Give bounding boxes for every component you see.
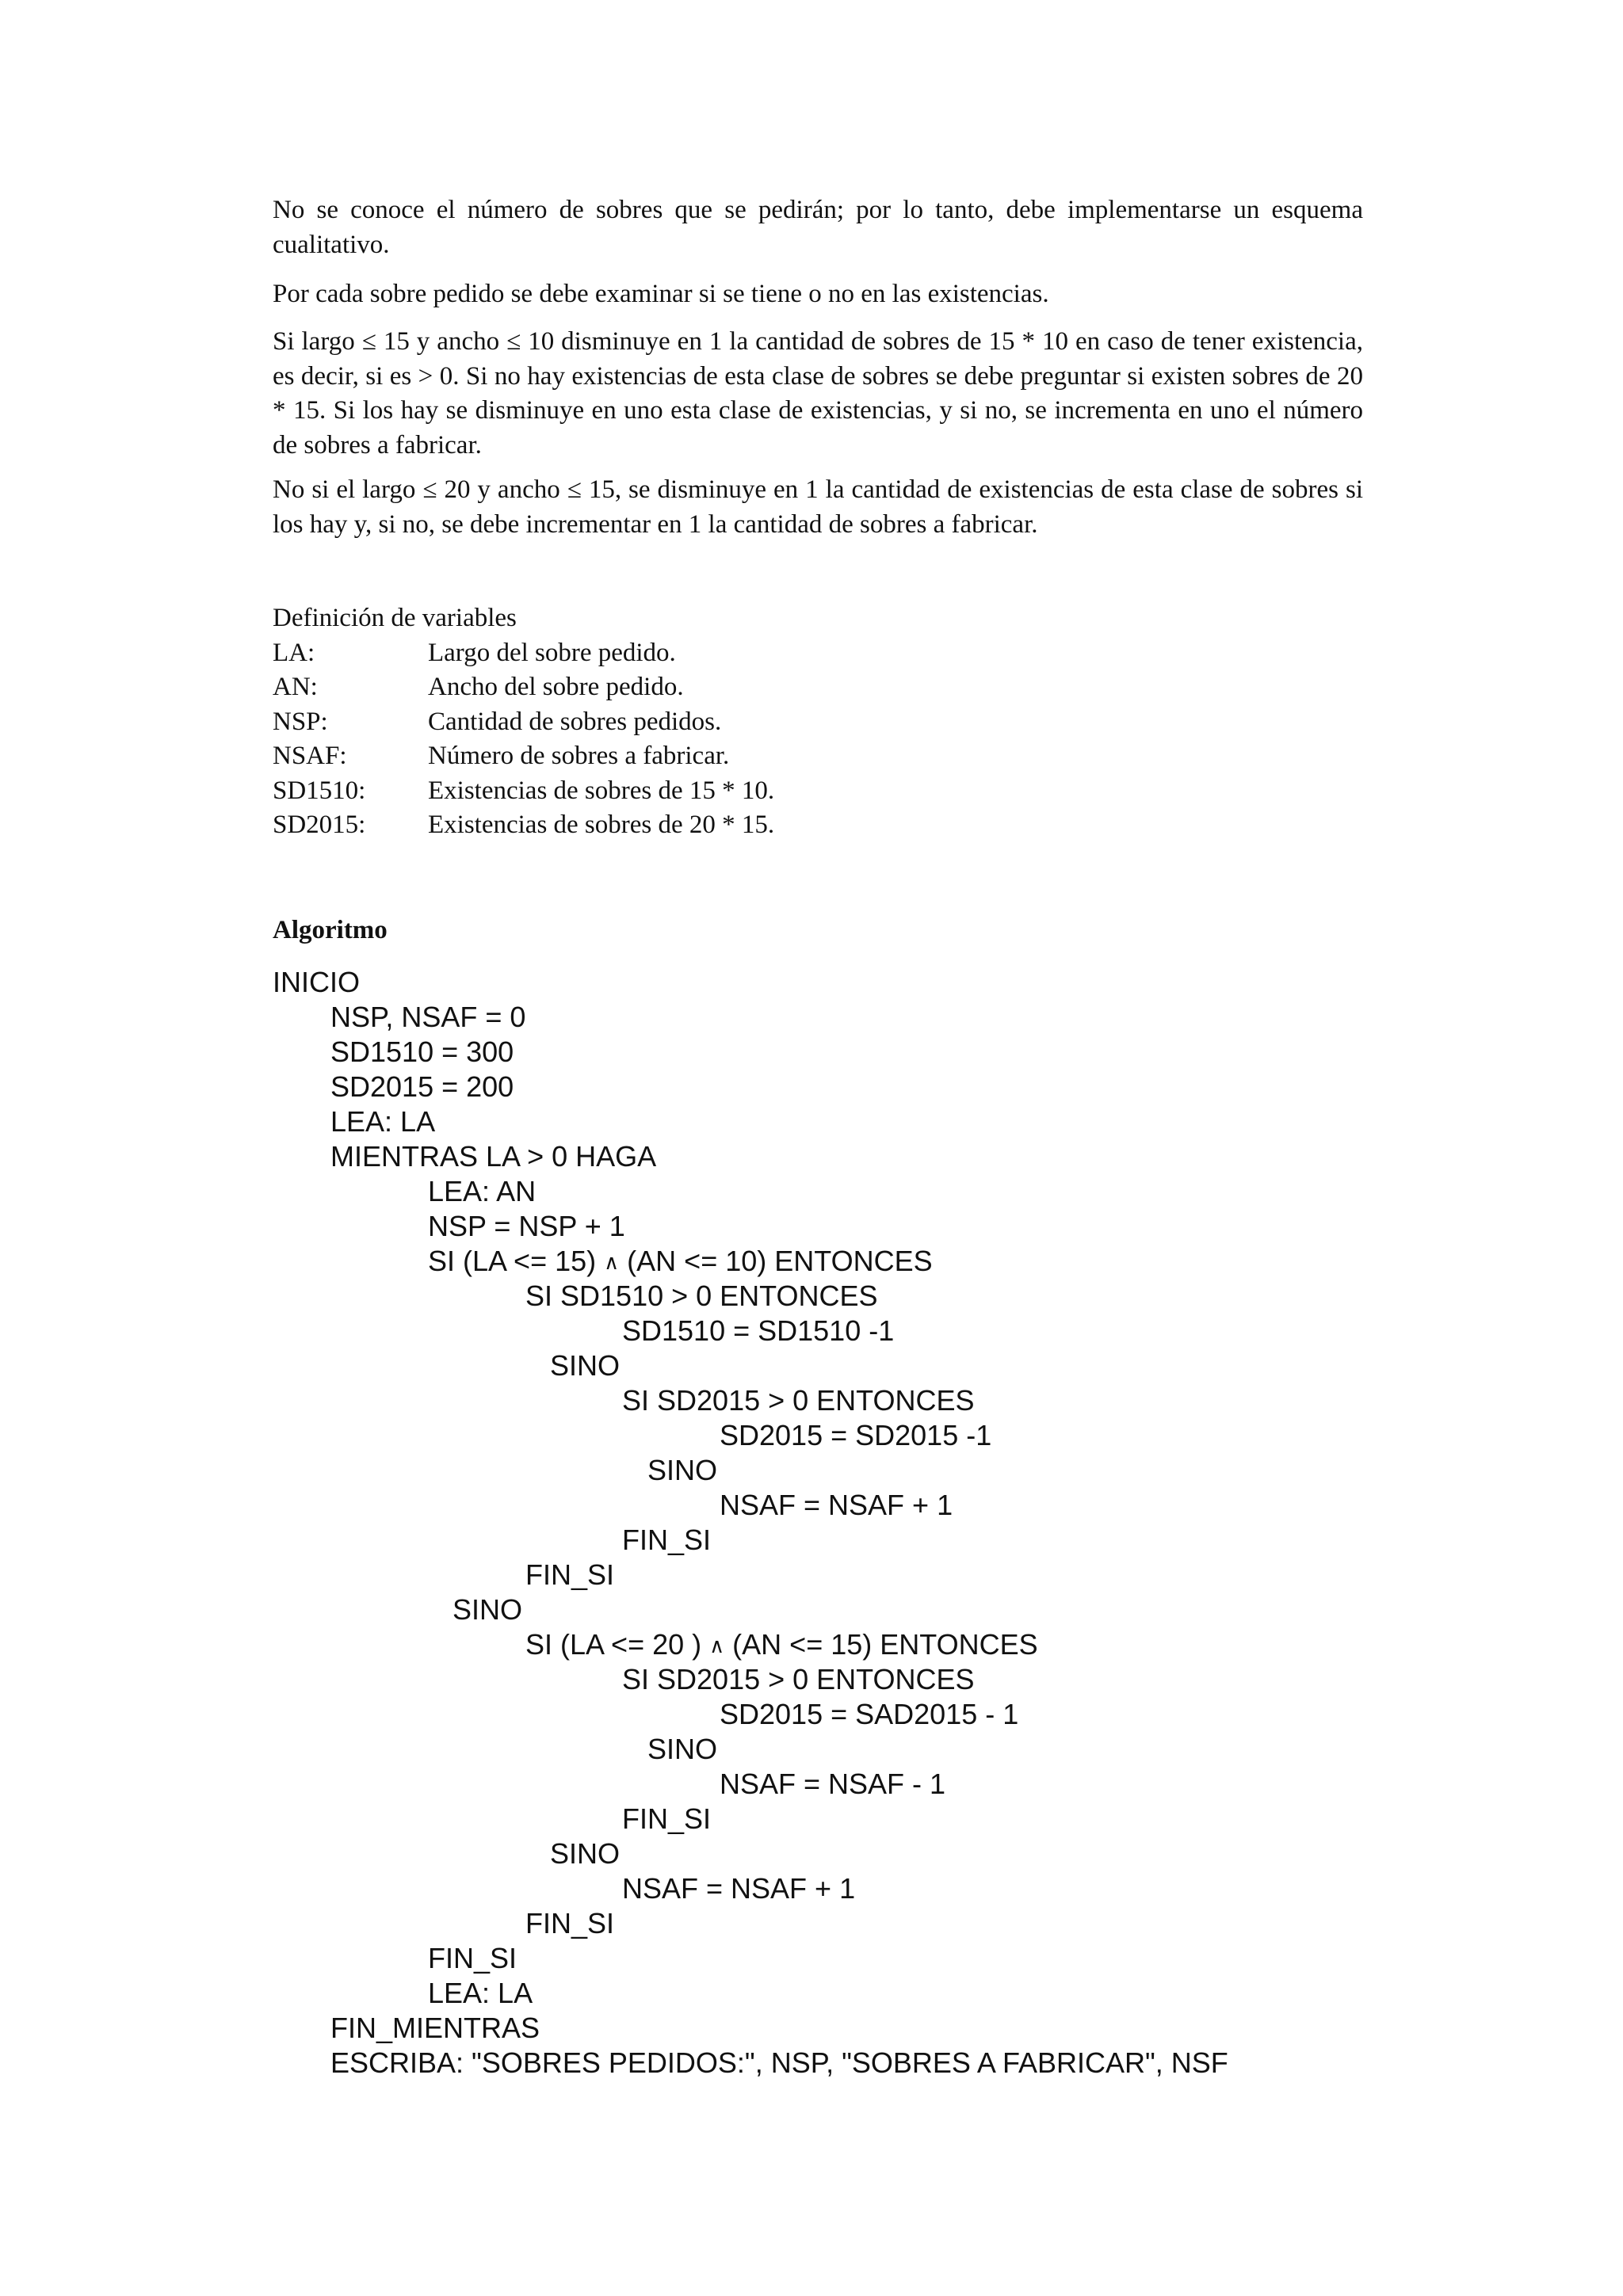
code-line bbox=[330, 1070, 514, 1104]
code-text: FIN_MIENTRAS bbox=[330, 2012, 540, 2044]
code-text: NSAF = NSAF - 1 bbox=[720, 1768, 946, 1800]
code-text: FIN_SI bbox=[622, 1524, 712, 1556]
variable-description: Existencias de sobres de 15 * 10. bbox=[428, 776, 775, 805]
code-line bbox=[622, 1314, 894, 1348]
code-line bbox=[428, 1244, 933, 1280]
code-text: LEA: AN bbox=[428, 1175, 537, 1207]
variable-name: SD1510: bbox=[273, 776, 366, 805]
code-text: SI (LA <= 15) bbox=[428, 1245, 605, 1277]
code-text: LEA: LA bbox=[330, 1105, 436, 1138]
intro-paragraph-4: No si el largo ≤ 20 y ancho ≤ 15, se disminuye en 1 la cantidad de existencias de esta clase de sobres si los hay y, si no, se debe incrementar en 1 la cantidad de sobres a fabricar. bbox=[273, 475, 1363, 539]
code-text: SI SD2015 > 0 ENTONCES bbox=[622, 1384, 975, 1417]
code-line bbox=[647, 1453, 717, 1488]
code-line bbox=[622, 1383, 975, 1418]
code-line bbox=[720, 1767, 945, 1802]
code-text: SD2015 = SAD2015 - 1 bbox=[720, 1698, 1019, 1730]
code-line bbox=[622, 1802, 711, 1836]
code-text: NSP = NSP + 1 bbox=[428, 1210, 625, 1242]
code-line bbox=[330, 1000, 525, 1035]
code-line bbox=[428, 1209, 625, 1244]
variable-description: Existencias de sobres de 20 * 15. bbox=[428, 810, 775, 839]
variable-row bbox=[273, 636, 1363, 670]
variable-row bbox=[273, 705, 1363, 739]
code-line bbox=[330, 2046, 1228, 2081]
variable-description: Ancho del sobre pedido. bbox=[428, 673, 684, 701]
variable-name: AN: bbox=[273, 673, 318, 701]
code-text: FIN_SI bbox=[525, 1907, 615, 1939]
code-text: SD2015 = SD2015 -1 bbox=[720, 1419, 992, 1451]
variables-title: Definición de variables bbox=[273, 604, 517, 632]
code-text: SI (LA <= 20 ) bbox=[525, 1628, 710, 1661]
code-text: SD1510 = SD1510 -1 bbox=[622, 1314, 895, 1347]
code-text: ESCRIBA: "SOBRES PEDIDOS:", NSP, "SOBRES A FABRICAR", NSF bbox=[330, 2046, 1228, 2079]
code-text: FIN_SI bbox=[525, 1558, 615, 1591]
code-text: (AN <= 15) ENTONCES bbox=[724, 1628, 1038, 1661]
variable-name: NSAF: bbox=[273, 742, 347, 770]
variable-name: NSP: bbox=[273, 707, 328, 736]
code-text: INICIO bbox=[273, 966, 361, 998]
code-line bbox=[720, 1418, 991, 1453]
code-text: NSAF = NSAF + 1 bbox=[622, 1872, 856, 1905]
code-line bbox=[330, 1035, 514, 1070]
intro-paragraph-1: No se conoce el número de sobres que se pedirán; por lo tanto, debe implementarse un esquema cualitativo. bbox=[273, 196, 1363, 259]
code-line bbox=[622, 1662, 975, 1697]
code-line bbox=[330, 1104, 435, 1139]
code-text: SINO bbox=[550, 1349, 621, 1382]
variable-description: Largo del sobre pedido. bbox=[428, 639, 676, 667]
code-line bbox=[428, 1976, 533, 2011]
variable-row bbox=[273, 739, 1363, 773]
code-line bbox=[330, 1139, 656, 1174]
code-text: SI SD1510 > 0 ENTONCES bbox=[525, 1280, 878, 1312]
variable-name: LA: bbox=[273, 639, 315, 667]
code-line bbox=[622, 1871, 855, 1906]
code-line bbox=[550, 1836, 620, 1871]
algorithm-heading: Algoritmo bbox=[273, 916, 388, 944]
code-line bbox=[525, 1627, 1038, 1664]
code-text: SINO bbox=[647, 1454, 718, 1486]
code-text: SD2015 = 200 bbox=[330, 1070, 514, 1103]
code-text: FIN_SI bbox=[428, 1942, 517, 1974]
variable-row bbox=[273, 808, 1363, 842]
code-line bbox=[273, 965, 360, 1000]
code-line bbox=[720, 1488, 953, 1523]
code-line bbox=[550, 1348, 620, 1383]
code-line bbox=[428, 1941, 517, 1976]
code-line bbox=[622, 1523, 711, 1558]
code-text: SI SD2015 > 0 ENTONCES bbox=[622, 1663, 975, 1695]
variable-row bbox=[273, 774, 1363, 808]
code-line bbox=[525, 1558, 614, 1592]
code-line bbox=[330, 2011, 540, 2046]
code-line bbox=[453, 1592, 522, 1627]
code-text: MIENTRAS LA > 0 HAGA bbox=[330, 1140, 657, 1173]
code-text: NSAF = NSAF + 1 bbox=[720, 1489, 953, 1521]
code-text: SINO bbox=[647, 1733, 718, 1765]
code-line bbox=[720, 1697, 1018, 1732]
variable-row bbox=[273, 670, 1363, 704]
code-text: SD1510 = 300 bbox=[330, 1035, 514, 1068]
code-text: NSP, NSAF = 0 bbox=[330, 1001, 526, 1033]
variable-description: Número de sobres a fabricar. bbox=[428, 742, 730, 770]
code-line bbox=[525, 1279, 878, 1314]
code-line bbox=[525, 1906, 614, 1941]
code-text: LEA: LA bbox=[428, 1977, 533, 2009]
intro-paragraph-3: Si largo ≤ 15 y ancho ≤ 10 disminuye en 1 la cantidad de sobres de 15 * 10 en caso de tener existencia, es decir, si es > 0. Si no hay existencias de esta clase de sobres se debe preguntar si existen sobres de 20 * 15. Si los hay se disminuye en uno esta clase de existencias, y si no, se incrementa en uno el número de sobres a fabricar. bbox=[273, 327, 1363, 460]
code-text: SINO bbox=[550, 1837, 621, 1870]
code-text: (AN <= 10) ENTONCES bbox=[619, 1245, 933, 1277]
code-text: SINO bbox=[453, 1593, 523, 1626]
logical-and-symbol: ∧ bbox=[604, 1251, 620, 1275]
variable-description: Cantidad de sobres pedidos. bbox=[428, 707, 722, 736]
code-line bbox=[647, 1732, 717, 1767]
variable-name: SD2015: bbox=[273, 810, 366, 839]
intro-paragraph-2: Por cada sobre pedido se debe examinar si se tiene o no en las existencias. bbox=[273, 280, 1049, 308]
code-line bbox=[428, 1174, 536, 1209]
code-text: FIN_SI bbox=[622, 1802, 712, 1835]
logical-and-symbol: ∧ bbox=[709, 1634, 725, 1658]
